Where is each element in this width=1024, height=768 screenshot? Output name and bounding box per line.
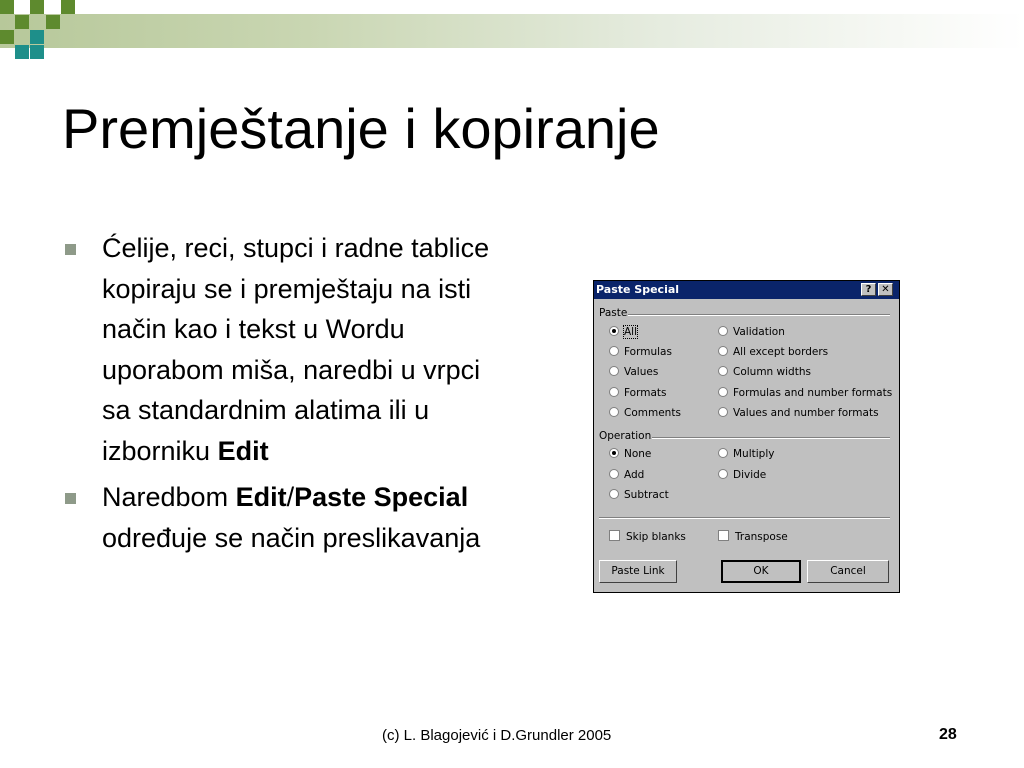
paste-option-all-except-borders[interactable]: All except borders — [718, 344, 828, 360]
radio-selected-icon — [609, 326, 619, 336]
slide-title: Premještanje i kopiranje — [62, 97, 660, 160]
radio-icon — [609, 346, 619, 356]
logo-square — [30, 30, 44, 44]
paste-option-comments[interactable]: Comments — [609, 405, 681, 421]
header-gradient-bar — [0, 14, 1024, 48]
dialog-titlebar — [594, 281, 899, 299]
bullet-item — [62, 477, 512, 558]
operation-option-add[interactable]: Add — [609, 467, 644, 483]
dialog-title: Paste Special — [596, 283, 680, 296]
radio-icon — [609, 489, 619, 499]
radio-icon — [718, 448, 728, 458]
checkbox-icon — [609, 530, 620, 541]
divider — [652, 437, 890, 439]
logo-square — [15, 45, 29, 59]
paste-option-all[interactable]: All — [609, 324, 637, 340]
bullet-bold-text: Edit — [235, 482, 287, 512]
paste-option-values[interactable]: Values — [609, 364, 658, 380]
ok-button[interactable]: OK — [721, 560, 801, 583]
transpose-checkbox[interactable]: Transpose — [718, 529, 788, 545]
bullet-text: određuje se način preslikavanja — [102, 522, 481, 553]
divider — [599, 517, 890, 519]
radio-icon — [718, 326, 728, 336]
radio-selected-icon — [609, 448, 619, 458]
logo-square — [30, 0, 44, 14]
radio-icon — [718, 407, 728, 417]
paste-option-formulas-number-formats[interactable]: Formulas and number formats — [718, 385, 892, 401]
paste-option-validation[interactable]: Validation — [718, 324, 785, 340]
footer-copyright: (c) L. Blagojević i D.Grundler 2005 — [382, 727, 612, 744]
operation-option-subtract[interactable]: Subtract — [609, 487, 669, 503]
bullet-list — [62, 228, 512, 564]
logo-square — [30, 45, 44, 59]
divider — [628, 314, 890, 316]
logo-square — [15, 15, 29, 29]
radio-icon — [718, 366, 728, 376]
paste-option-formats[interactable]: Formats — [609, 385, 666, 401]
operation-group-label: Operation — [599, 430, 652, 442]
bullet-marker-icon — [65, 244, 76, 255]
radio-icon — [609, 387, 619, 397]
bullet-text: Naredbom — [102, 482, 236, 512]
radio-icon — [718, 469, 728, 479]
radio-icon — [609, 366, 619, 376]
paste-option-formulas[interactable]: Formulas — [609, 344, 672, 360]
radio-icon — [609, 469, 619, 479]
help-icon[interactable]: ? — [861, 283, 876, 296]
checkbox-icon — [718, 530, 729, 541]
operation-option-divide[interactable]: Divide — [718, 467, 766, 483]
cancel-button[interactable]: Cancel — [807, 560, 889, 583]
radio-icon — [718, 346, 728, 356]
page-number: 28 — [939, 726, 957, 743]
paste-option-values-number-formats[interactable]: Values and number formats — [718, 405, 879, 421]
bullet-bold-text: Edit — [217, 435, 269, 466]
logo-square — [0, 30, 14, 44]
paste-group-label: Paste — [599, 307, 628, 319]
bullet-text: / — [286, 482, 295, 512]
skip-blanks-checkbox[interactable]: Skip blanks — [609, 529, 686, 545]
paste-special-dialog — [593, 280, 900, 593]
operation-option-multiply[interactable]: Multiply — [718, 446, 774, 462]
paste-option-column-widths[interactable]: Column widths — [718, 364, 811, 380]
bullet-item — [62, 228, 512, 471]
logo-square — [0, 0, 14, 14]
radio-icon — [718, 387, 728, 397]
operation-option-none[interactable]: None — [609, 446, 651, 462]
logo-square — [46, 15, 60, 29]
bullet-marker-icon — [65, 493, 76, 504]
paste-link-button[interactable]: Paste Link — [599, 560, 677, 583]
radio-icon — [609, 407, 619, 417]
close-icon[interactable]: ✕ — [878, 283, 893, 296]
bullet-text: Ćelije, reci, stupci i radne tablice kopiraju se i premještaju na isti način kao i tekst u Wordu uporabom miša, naredbi u vrpci sa standardnim alatima ili u izborniku — [102, 233, 490, 466]
bullet-bold-text: Paste Special — [294, 482, 469, 512]
logo-square — [61, 0, 75, 14]
